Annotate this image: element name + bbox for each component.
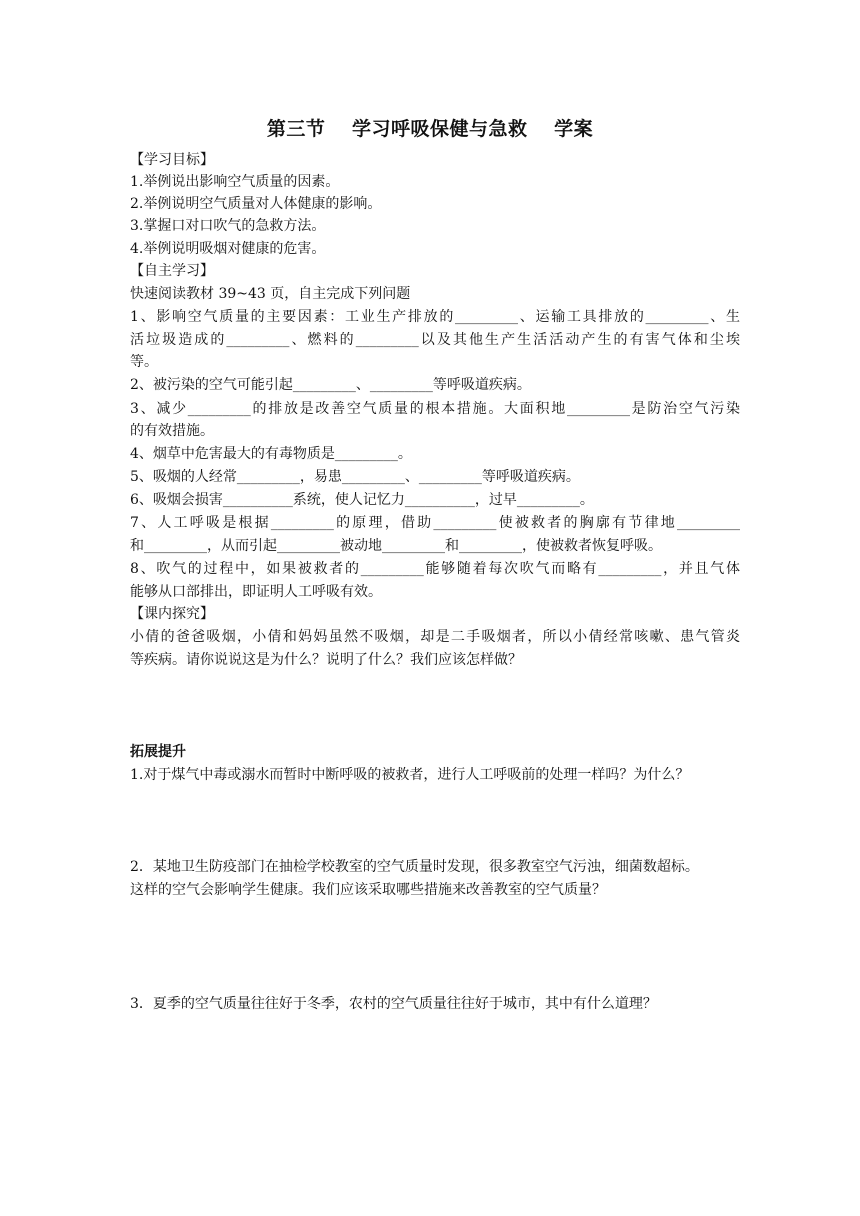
section-heading-extension: 拓展提升 <box>130 744 186 760</box>
objective-item: 1.举例说出影响空气质量的因素。 <box>130 174 340 190</box>
question-text: 2、被污染的空气可能引起_________、_________等呼吸道疾病。 <box>130 377 531 393</box>
question-text: 5、吸烟的人经常_________，易患_________、_________等呼吸道疾病。 <box>130 469 580 485</box>
extension-question-3: 3．夏季的空气质量往往好于冬季，农村的空气质量往往好于城市，其中有什么道理？ <box>130 996 657 1012</box>
section-heading-self-study: 【自主学习】 <box>130 263 214 279</box>
question-text: 7、人工呼吸是根据_________的原理，借助_________使被救者的胸廓有节律地_________ <box>130 515 740 531</box>
objective-item: 4.举例说明吸烟对健康的危害。 <box>130 241 326 257</box>
question-text: 4、烟草中危害最大的有毒物质是_________。 <box>130 446 412 462</box>
extension-question-1: 1.对于煤气中毒或溺水而暂时中断呼吸的被救者，进行人工呼吸前的处理一样吗？为什么？ <box>130 767 690 783</box>
extension-question-2-continued: 这样的空气会影响学生健康。我们应该采取哪些措施来改善教室的空气质量？ <box>130 882 606 898</box>
question-text: 1、影响空气质量的主要因素：工业生产排放的_________、运输工具排放的_________、生 <box>130 309 740 325</box>
question-text: 等。 <box>130 354 158 370</box>
scenario-text: 小倩的爸爸吸烟，小倩和妈妈虽然不吸烟，却是二手吸烟者，所以小倩经常咳嗽、患气管炎 <box>130 629 740 645</box>
section-heading-in-class: 【课内探究】 <box>130 606 214 622</box>
objective-item: 2.举例说明空气质量对人体健康的影响。 <box>130 196 382 212</box>
instruction-text: 快速阅读教材 39~43 页，自主完成下列问题 <box>130 286 411 302</box>
objective-item: 3.掌握口对口吹气的急救方法。 <box>130 218 326 234</box>
question-text: 活垃圾造成的_________、燃料的_________以及其他生产生活活动产生的有害气体和尘埃 <box>130 332 740 348</box>
section-heading-objectives: 【学习目标】 <box>130 152 214 168</box>
page-title: 第三节 学习呼吸保健与急救 学案 <box>266 118 594 140</box>
question-text: 8、吹气的过程中，如果被救者的_________能够随着每次吹气而略有_________，并且气体 <box>130 561 740 577</box>
extension-question-2: 2．某地卫生防疫部门在抽检学校教室的空气质量时发现，很多教室空气污浊，细菌数超标。 <box>130 859 699 875</box>
question-text: 3、减少_________的排放是改善空气质量的根本措施。大面积地_________是防治空气污染 <box>130 401 740 417</box>
question-text: 6、吸烟会损害__________系统，使人记忆力__________，过早_________。 <box>130 492 594 508</box>
question-text: 的有效措施。 <box>130 423 214 439</box>
scenario-text: 等疾病。请你说说这是为什么？说明了什么？我们应该怎样做？ <box>130 652 522 668</box>
question-text: 和_________，从而引起_________被动地_________和_________，使被救者恢复呼吸。 <box>130 538 662 554</box>
question-text: 能够从口部排出，即证明人工呼吸有效。 <box>130 584 382 600</box>
